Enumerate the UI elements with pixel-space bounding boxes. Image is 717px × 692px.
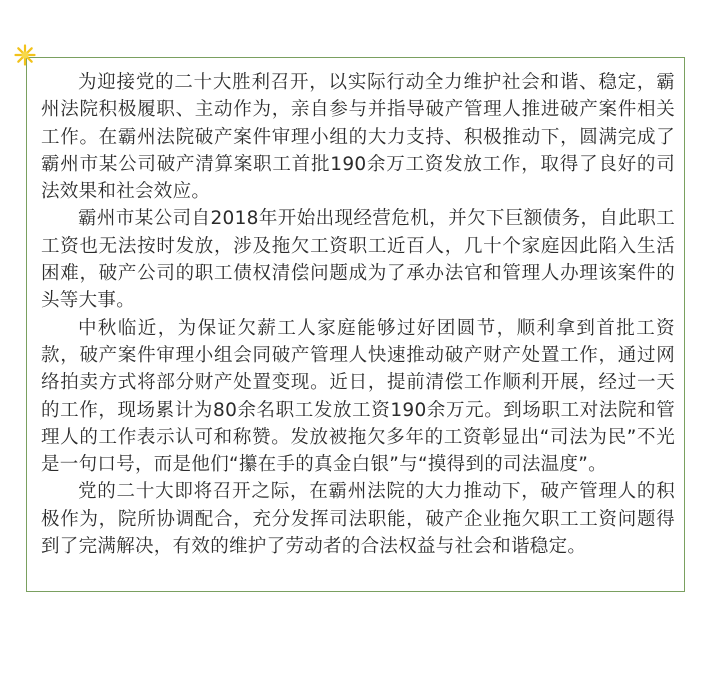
sun-flower-icon [14, 44, 36, 66]
paragraph-2: 霸州市某公司自2018年开始出现经营危机，并欠下巨额债务，自此职工工资也无法按时发放，涉及拖欠工资职工近百人，几十个家庭因此陷入生活困难，破产公司的职工债权清偿问题成为了承办法官和管理人办理该案件的头等大事。 [41, 208, 675, 312]
article-body [41, 69, 675, 560]
paragraph-1: 为迎接党的二十大胜利召开，以实际行动全力维护社会和谐、稳定，霸州法院积极履职、主动作为，亲自参与并指导破产管理人推进破产案件相关工作。在霸州法院破产案件审理小组的大力支持、积极推动下，圆满完成了霸州市某公司破产清算案职工首批190余万工资发放工作，取得了良好的司法效果和社会效应。 [41, 72, 675, 203]
paragraph-3: 中秋临近，为保证欠薪工人家庭能够过好团圆节，顺利拿到首批工资款，破产案件审理小组会同破产管理人快速推动破产财产处置工作，通过网络拍卖方式将部分财产处置变现。近日，提前清偿工作顺利开展，经过一天的工作，现场累计为80余名职工发放工资190余万元。到场职工对法院和管理人的工作表示认可和称赞。发放被拖欠多年的工资彰显出“司法为民”不光是一句口号，而是他们“攥在手的真金白银”与“摸得到的司法温度”。 [41, 317, 675, 476]
paragraph-4: 党的二十大即将召开之际，在霸州法院的大力推动下，破产管理人的积极作为，院所协调配合，充分发挥司法职能，破产企业拖欠职工工资问题得到了完满解决，有效的维护了劳动者的合法权益与社会和谐稳定。 [41, 481, 675, 558]
